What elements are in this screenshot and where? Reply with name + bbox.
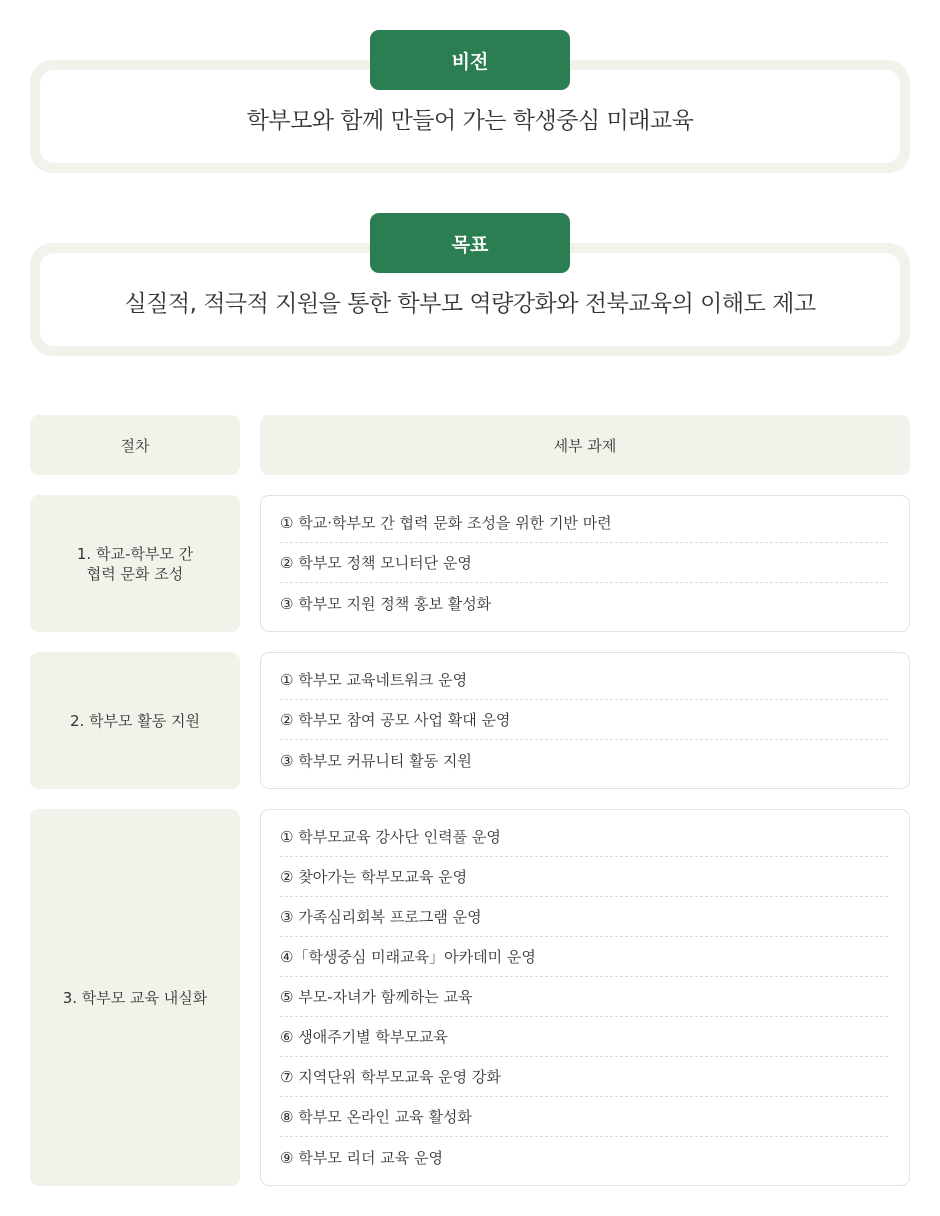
task-item: ⑨ 학부모 리더 교육 운영 (280, 1148, 443, 1167)
task-list-1 (260, 495, 910, 632)
task-item: ③ 가족심리회복 프로그램 운영 (280, 897, 888, 937)
step-label-text: 2. 학부모 활동 지원 (69, 711, 201, 730)
step-label-text: 3. 학부모 교육 내실화 (62, 988, 208, 1007)
step-label-3 (30, 809, 240, 1186)
task-item: ② 학부모 정책 모니터단 운영 (280, 543, 888, 583)
task-item: ② 학부모 참여 공모 사업 확대 운영 (280, 700, 888, 740)
task-item: ① 학부모교육 강사단 인력풀 운영 (280, 817, 888, 857)
task-item: ⑤ 부모-자녀가 함께하는 교육 (280, 977, 888, 1017)
task-item: ① 학교·학부모 간 협력 문화 조성을 위한 기반 마련 (280, 503, 888, 543)
task-item: ⑥ 생애주기별 학부모교육 (280, 1017, 888, 1057)
task-item: ⑦ 지역단위 학부모교육 운영 강화 (280, 1057, 888, 1097)
vision-badge: 비전 (370, 30, 570, 90)
task-item: ⑧ 학부모 온라인 교육 활성화 (280, 1097, 888, 1137)
task-item: ② 찾아가는 학부모교육 운영 (280, 857, 888, 897)
step-label-1 (30, 495, 240, 632)
goal-badge: 목표 (370, 213, 570, 273)
step-label-2 (30, 652, 240, 789)
step-column-header: 절차 (30, 415, 240, 475)
task-item: ④「학생중심 미래교육」아카데미 운영 (280, 937, 888, 977)
tasks-column-header: 세부 과제 (260, 415, 910, 475)
vision-text: 학부모와 함께 만들어 가는 학생중심 미래교육 (246, 108, 694, 134)
vision-section (30, 30, 910, 173)
task-list-2 (260, 652, 910, 789)
step-label-text: 1. 학교-학부모 간 협력 문화 조성 (76, 544, 194, 583)
task-list-3 (260, 809, 910, 1186)
task-item: ③ 학부모 커뮤니티 활동 지원 (280, 751, 472, 770)
task-item: ① 학부모 교육네트워크 운영 (280, 660, 888, 700)
goal-text: 실질적, 적극적 지원을 통한 학부모 역량강화와 전북교육의 이해도 제고 (124, 291, 816, 317)
task-item: ③ 학부모 지원 정책 홍보 활성화 (280, 594, 492, 613)
goal-section (30, 213, 910, 356)
